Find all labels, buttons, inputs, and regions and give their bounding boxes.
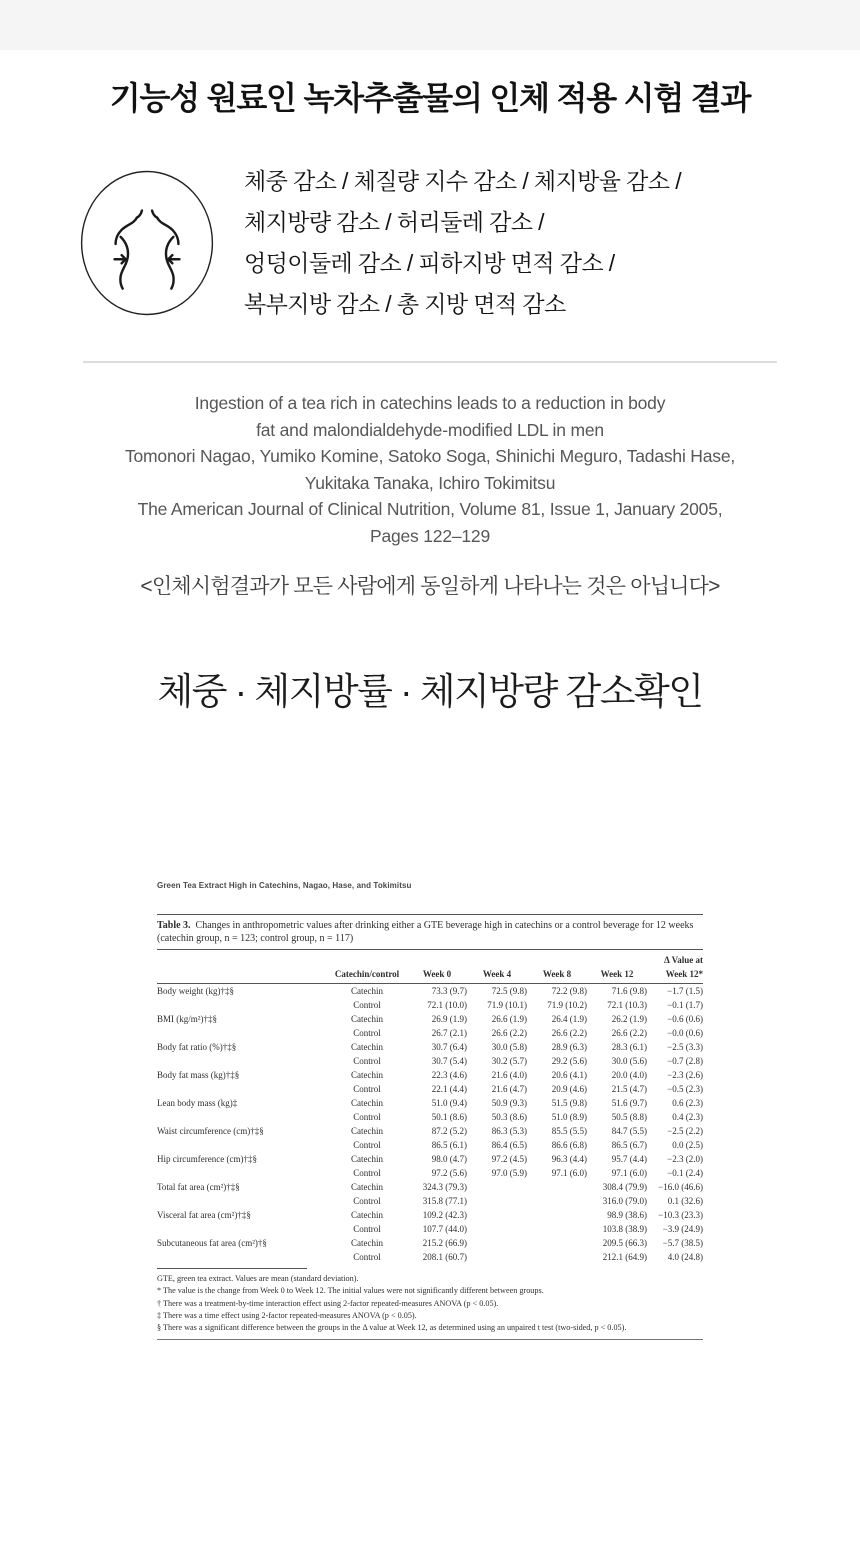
value-cell: −0.5 (2.3)	[667, 1084, 703, 1094]
table-row	[157, 1236, 703, 1250]
value-cell: 308.4 (79.9)	[602, 1182, 647, 1192]
column-header-week4: Week 4	[482, 969, 512, 979]
value-cell: −0.6 (0.6)	[667, 1014, 703, 1024]
value-cell: 29.2 (5.6)	[551, 1056, 587, 1066]
value-cell: −1.7 (1.5)	[667, 986, 703, 996]
benefit-line: 엉덩이둘레 감소 / 피하지방 면적 감소 /	[244, 250, 615, 276]
row-label	[157, 1166, 327, 1180]
row-label: Waist circumference (cm)†‡§	[157, 1126, 264, 1136]
top-bar	[0, 0, 860, 50]
value-cell: −2.3 (2.6)	[667, 1070, 703, 1080]
group-cell: Control	[353, 1056, 381, 1066]
table-rule-bottom	[157, 1339, 703, 1340]
table-row	[157, 1124, 703, 1138]
value-cell: −2.5 (3.3)	[667, 1042, 703, 1052]
value-cell: 51.6 (9.7)	[611, 1098, 647, 1108]
column-header-delta	[647, 950, 703, 984]
footnote-separator	[157, 1268, 307, 1269]
value-cell: −0.0 (0.6)	[667, 1028, 703, 1038]
row-label: Body fat ratio (%)†‡§	[157, 1042, 237, 1052]
table-caption	[157, 915, 703, 949]
value-cell: 20.0 (4.0)	[611, 1070, 647, 1080]
table-row	[157, 1194, 703, 1208]
row-label: Subcutaneous fat area (cm²)†§	[157, 1238, 267, 1248]
benefit-list	[244, 161, 681, 325]
value-cell: 107.7 (44.0)	[422, 1224, 467, 1234]
value-cell	[527, 1208, 587, 1222]
value-cell: 103.8 (38.9)	[602, 1224, 647, 1234]
column-header-delta-line1: Δ Value at	[664, 955, 703, 965]
value-cell	[467, 1194, 527, 1208]
value-cell: −0.1 (1.7)	[667, 1000, 703, 1010]
group-cell: Catechin	[351, 1014, 383, 1024]
value-cell: 30.0 (5.8)	[491, 1042, 527, 1052]
value-cell: −16.0 (46.6)	[658, 1182, 703, 1192]
row-label: Hip circumference (cm)†‡§	[157, 1154, 257, 1164]
page-title: 기능성 원료인 녹차추출물의 인체 적용 시험 결과	[109, 80, 751, 116]
value-cell: 26.6 (2.2)	[551, 1028, 587, 1038]
value-cell: 4.0 (24.8)	[667, 1252, 703, 1262]
footnote: † There was a treatment-by-time interaction effect using 2-factor repeated-measures ANOVA (p < 0.05).	[157, 1298, 499, 1308]
column-header-delta-line2: Week 12*	[665, 969, 703, 979]
table-caption-label: Table 3.	[157, 920, 191, 931]
value-cell	[467, 1250, 527, 1264]
table-caption-text: Changes in anthropometric values after drinking either a GTE beverage high in catechins or a control beverage for 12 weeks (catechin group, n = 123; control group, n = 117)	[157, 920, 694, 944]
group-cell: Control	[353, 1000, 381, 1010]
value-cell: 86.6 (6.8)	[551, 1140, 587, 1150]
column-header-week12: Week 12	[600, 969, 634, 979]
value-cell: 87.2 (5.2)	[431, 1126, 467, 1136]
table-footnotes	[157, 1273, 703, 1334]
data-table	[157, 950, 703, 1264]
value-cell: 51.0 (9.4)	[431, 1098, 467, 1108]
value-cell: 109.2 (42.3)	[422, 1210, 467, 1220]
citation-line: Ingestion of a tea rich in catechins leads to a reduction in body	[194, 393, 666, 413]
result-heading: 체중 · 체지방률 · 체지방량 감소확인	[157, 671, 703, 712]
table-row	[157, 1166, 703, 1180]
row-label	[157, 1082, 327, 1096]
citation-line: Yukitaka Tanaka, Ichiro Tokimitsu	[304, 472, 556, 493]
value-cell: 21.6 (4.0)	[491, 1070, 527, 1080]
value-cell	[467, 1208, 527, 1222]
group-cell: Catechin	[351, 1070, 383, 1080]
row-label	[157, 1026, 327, 1040]
table-row	[157, 1208, 703, 1222]
value-cell: 97.1 (6.0)	[611, 1168, 647, 1178]
value-cell: 84.7 (5.5)	[611, 1126, 647, 1136]
citation-line: Pages 122–129	[369, 525, 490, 546]
value-cell: 26.7 (2.1)	[431, 1028, 467, 1038]
table-row	[157, 998, 703, 1012]
value-cell: 98.9 (38.6)	[607, 1210, 647, 1220]
table-row	[157, 1152, 703, 1166]
table-row	[157, 1250, 703, 1264]
value-cell: 72.1 (10.3)	[607, 1000, 647, 1010]
value-cell	[527, 1236, 587, 1250]
value-cell: 95.7 (4.4)	[611, 1154, 647, 1164]
group-cell: Catechin	[351, 986, 383, 996]
value-cell: 72.1 (10.0)	[427, 1000, 467, 1010]
value-cell: 20.6 (4.1)	[551, 1070, 587, 1080]
value-cell: 208.1 (60.7)	[422, 1252, 467, 1262]
table-row	[157, 1040, 703, 1054]
benefit-line: 복부지방 감소 / 총 지방 면적 감소	[244, 291, 566, 317]
value-cell: 26.6 (1.9)	[491, 1014, 527, 1024]
table-row	[157, 1096, 703, 1110]
value-cell: 85.5 (5.5)	[551, 1126, 587, 1136]
group-cell: Control	[353, 1140, 381, 1150]
value-cell: 0.6 (2.3)	[672, 1098, 703, 1108]
value-cell: 209.5 (66.3)	[602, 1238, 647, 1248]
table-row	[157, 1180, 703, 1194]
value-cell: 26.6 (2.2)	[491, 1028, 527, 1038]
value-cell: 316.0 (79.0)	[602, 1196, 647, 1206]
value-cell: 51.0 (8.9)	[551, 1112, 587, 1122]
value-cell: 324.3 (79.3)	[422, 1182, 467, 1192]
table-row	[157, 1222, 703, 1236]
value-cell	[527, 1180, 587, 1194]
value-cell: 72.5 (9.8)	[491, 986, 527, 996]
value-cell: 86.3 (5.3)	[491, 1126, 527, 1136]
value-cell	[467, 1222, 527, 1236]
value-cell: 51.5 (9.8)	[551, 1098, 587, 1108]
row-label: Body weight (kg)†‡§	[157, 986, 234, 996]
value-cell: 96.3 (4.4)	[551, 1154, 587, 1164]
value-cell: 97.2 (4.5)	[491, 1154, 527, 1164]
value-cell: 97.2 (5.6)	[431, 1168, 467, 1178]
value-cell: 71.6 (9.8)	[611, 986, 647, 996]
group-cell: Catechin	[351, 1098, 383, 1108]
value-cell: 50.1 (8.6)	[431, 1112, 467, 1122]
table-row	[157, 1082, 703, 1096]
value-cell: 28.3 (6.1)	[611, 1042, 647, 1052]
value-cell: 22.1 (4.4)	[431, 1084, 467, 1094]
footnote: § There was a significant difference between the groups in the Δ value at Week 12, as determined using an unpaired t test (two-sided, p < 0.05).	[157, 1323, 627, 1333]
group-cell: Catechin	[351, 1182, 383, 1192]
column-header-spacer	[157, 950, 327, 984]
value-cell: 0.0 (2.5)	[672, 1140, 703, 1150]
row-label	[157, 998, 327, 1012]
value-cell: 50.9 (9.3)	[491, 1098, 527, 1108]
value-cell: 26.6 (2.2)	[611, 1028, 647, 1038]
table-row	[157, 1110, 703, 1124]
value-cell: 86.4 (6.5)	[491, 1140, 527, 1150]
row-label: Total fat area (cm²)†‡§	[157, 1182, 240, 1192]
value-cell	[527, 1222, 587, 1236]
intro-section	[80, 161, 780, 325]
value-cell: 30.2 (5.7)	[491, 1056, 527, 1066]
value-cell: 0.4 (2.3)	[672, 1112, 703, 1122]
group-cell: Catechin	[351, 1238, 383, 1248]
value-cell: 315.8 (77.1)	[422, 1196, 467, 1206]
row-label: Body fat mass (kg)†‡§	[157, 1070, 240, 1080]
value-cell: 71.9 (10.1)	[487, 1000, 527, 1010]
group-cell: Catechin	[351, 1154, 383, 1164]
citation-line: fat and malondialdehyde-modified LDL in men	[256, 419, 604, 440]
value-cell: 30.0 (5.6)	[611, 1056, 647, 1066]
value-cell: −3.9 (24.9)	[662, 1224, 703, 1234]
column-header-week0: Week 0	[422, 969, 452, 979]
row-label	[157, 1194, 327, 1208]
value-cell: 26.4 (1.9)	[551, 1014, 587, 1024]
value-cell: 97.0 (5.9)	[491, 1168, 527, 1178]
value-cell: 0.1 (32.6)	[667, 1196, 703, 1206]
value-cell: −5.7 (38.5)	[662, 1238, 703, 1248]
table-body	[157, 984, 703, 1265]
footnote: ‡ There was a time effect using 2-factor repeated-measures ANOVA (p < 0.05).	[157, 1310, 417, 1320]
row-label	[157, 1110, 327, 1124]
row-label: BMI (kg/m²)†‡§	[157, 1014, 217, 1024]
footnote: GTE, green tea extract. Values are mean (standard deviation).	[157, 1274, 359, 1283]
value-cell: 22.3 (4.6)	[431, 1070, 467, 1080]
value-cell: 21.6 (4.7)	[491, 1084, 527, 1094]
journal-table-figure	[157, 881, 703, 1340]
table-row	[157, 1068, 703, 1082]
value-cell	[467, 1236, 527, 1250]
table-header	[157, 950, 703, 984]
table-row	[157, 1026, 703, 1040]
value-cell: 215.2 (66.9)	[422, 1238, 467, 1248]
row-label: Visceral fat area (cm²)†‡§	[157, 1210, 251, 1220]
disclaimer-text: <인체시험결과가 모든 사람에게 동일하게 나타나는 것은 아닙니다>	[140, 575, 720, 598]
value-cell: 71.9 (10.2)	[547, 1000, 587, 1010]
benefit-line: 체지방량 감소 / 허리둘레 감소 /	[244, 209, 544, 235]
group-cell: Control	[353, 1196, 381, 1206]
value-cell: 20.9 (4.6)	[551, 1084, 587, 1094]
value-cell: 21.5 (4.7)	[611, 1084, 647, 1094]
row-label	[157, 1222, 327, 1236]
value-cell: 30.7 (5.4)	[431, 1056, 467, 1066]
group-cell: Control	[353, 1112, 381, 1122]
value-cell: 30.7 (6.4)	[431, 1042, 467, 1052]
value-cell	[527, 1250, 587, 1264]
citation-line: Tomonori Nagao, Yumiko Komine, Satoko Soga, Shinichi Meguro, Tadashi Hase,	[124, 446, 736, 466]
value-cell: 28.9 (6.3)	[551, 1042, 587, 1052]
value-cell: 212.1 (64.9)	[602, 1252, 647, 1262]
group-cell: Control	[353, 1168, 381, 1178]
value-cell: 86.5 (6.7)	[611, 1140, 647, 1150]
citation-line: The American Journal of Clinical Nutrition, Volume 81, Issue 1, January 2005,	[137, 499, 723, 519]
value-cell: −0.1 (2.4)	[667, 1168, 703, 1178]
benefit-line: 체중 감소 / 체질량 지수 감소 / 체지방율 감소 /	[244, 168, 681, 194]
group-cell: Control	[353, 1084, 381, 1094]
value-cell: 50.3 (8.6)	[491, 1112, 527, 1122]
value-cell: −10.3 (23.3)	[658, 1210, 703, 1220]
value-cell: −2.5 (2.2)	[667, 1126, 703, 1136]
value-cell: 72.2 (9.8)	[551, 986, 587, 996]
group-cell: Catechin	[351, 1126, 383, 1136]
group-cell: Catechin	[351, 1042, 383, 1052]
column-header-group: Catechin/control	[334, 969, 400, 979]
footnote: * The value is the change from Week 0 to Week 12. The initial values were not significantly different between groups.	[157, 1286, 544, 1296]
table-row	[157, 984, 703, 999]
group-cell: Control	[353, 1224, 381, 1234]
citation-block	[0, 390, 860, 549]
value-cell	[527, 1194, 587, 1208]
value-cell: −2.3 (2.0)	[667, 1154, 703, 1164]
value-cell: 86.5 (6.1)	[431, 1140, 467, 1150]
value-cell: 98.0 (4.7)	[431, 1154, 467, 1164]
value-cell	[467, 1180, 527, 1194]
row-label: Lean body mass (kg)‡	[157, 1098, 238, 1108]
section-divider	[83, 361, 777, 363]
row-label	[157, 1054, 327, 1068]
value-cell: 26.9 (1.9)	[431, 1014, 467, 1024]
table-row	[157, 1138, 703, 1152]
value-cell: −0.7 (2.8)	[667, 1056, 703, 1066]
table-row	[157, 1012, 703, 1026]
group-cell: Control	[353, 1252, 381, 1262]
row-label	[157, 1138, 327, 1152]
value-cell: 97.1 (6.0)	[551, 1168, 587, 1178]
value-cell: 26.2 (1.9)	[611, 1014, 647, 1024]
waist-reduction-icon	[80, 170, 214, 316]
group-cell: Catechin	[351, 1210, 383, 1220]
value-cell: 73.3 (9.7)	[431, 986, 467, 996]
running-head: Green Tea Extract High in Catechins, Nagao, Hase, and Tokimitsu	[157, 881, 412, 890]
column-header-week8: Week 8	[542, 969, 572, 979]
group-cell: Control	[353, 1028, 381, 1038]
row-label	[157, 1250, 327, 1264]
table-row	[157, 1054, 703, 1068]
value-cell: 50.5 (8.8)	[611, 1112, 647, 1122]
